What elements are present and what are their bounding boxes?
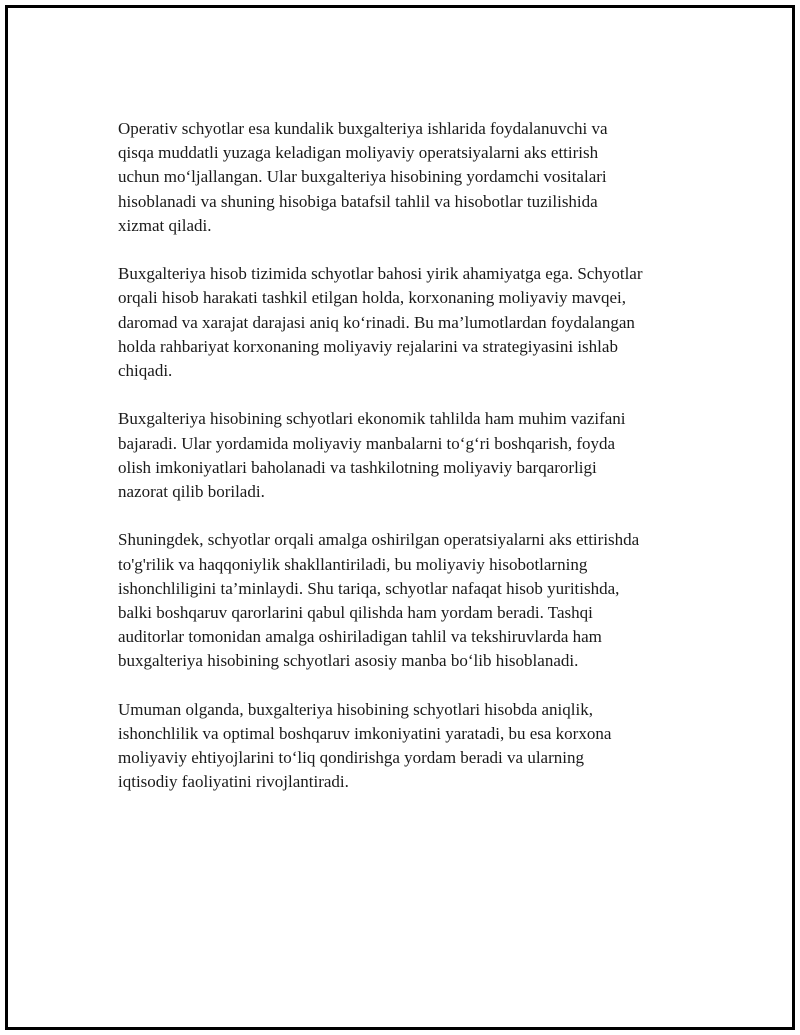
paragraph-3: Buxgalteriya hisobining schyotlari ekonomik tahlilda ham muhim vazifani bajaradi. Ular yordamida moliyaviy manbalarni to‘g‘ri boshqarish, foyda olish imkoniyatlari baholanadi va tashkilotning moliyaviy barqarorligi nazorat qilib boriladi. (118, 409, 626, 502)
document-body (118, 117, 718, 819)
paragraph-1: Operativ schyotlar esa kundalik buxgalteriya ishlarida foydalanuvchi va qisqa muddatli yuzaga keladigan moliyaviy operatsiyalarni aks ettirish uchun mo‘ljallangan. Ular buxgalteriya hisobining yordamchi vositalari hisoblanadi va shuning hisobiga batafsil tahlil va hisobotlar tuzilishida xizmat qiladi. (118, 119, 608, 235)
paragraph-5: Umuman olganda, buxgalteriya hisobining schyotlari hisobda aniqlik, ishonchlilik va optimal boshqaruv imkoniyatini yaratadi, bu esa korxona moliyaviy ehtiyojlarini to‘liq qondirishga yordam beradi va ularning iqtisodiy faoliyatini rivojlantiradi. (118, 699, 612, 792)
paragraph-4: Shuningdek, schyotlar orqali amalga oshirilgan operatsiyalarni aks ettirishda to'g'rilik va haqqoniylik shakllantiriladi, bu moliyaviy hisobotlarning ishonchliligini ta’minlaydi. Shu tariqa, schyotlar nafaqat hisob yuritishda, balki boshqaruv qarorlarini qabul qilishda ham yordam beradi. Tashqi auditorlar tomonidan amalga oshiriladigan tahlil va tekshiruvlarda ham buxgalteriya hisobining schyotlari asosiy manba bo‘lib hisoblanadi. (118, 530, 640, 671)
paragraph-2: Buxgalteriya hisob tizimida schyotlar bahosi yirik ahamiyatga ega. Schyotlar orqali hisob harakati tashkil etilgan holda, korxonaning moliyaviy mavqei, daromad va xarajat darajasi aniq ko‘rinadi. Bu ma’lumotlardan foydalangan holda rahbariyat korxonaning moliyaviy rejalarini va strategiyasini ishlab chiqadi. (118, 264, 643, 381)
